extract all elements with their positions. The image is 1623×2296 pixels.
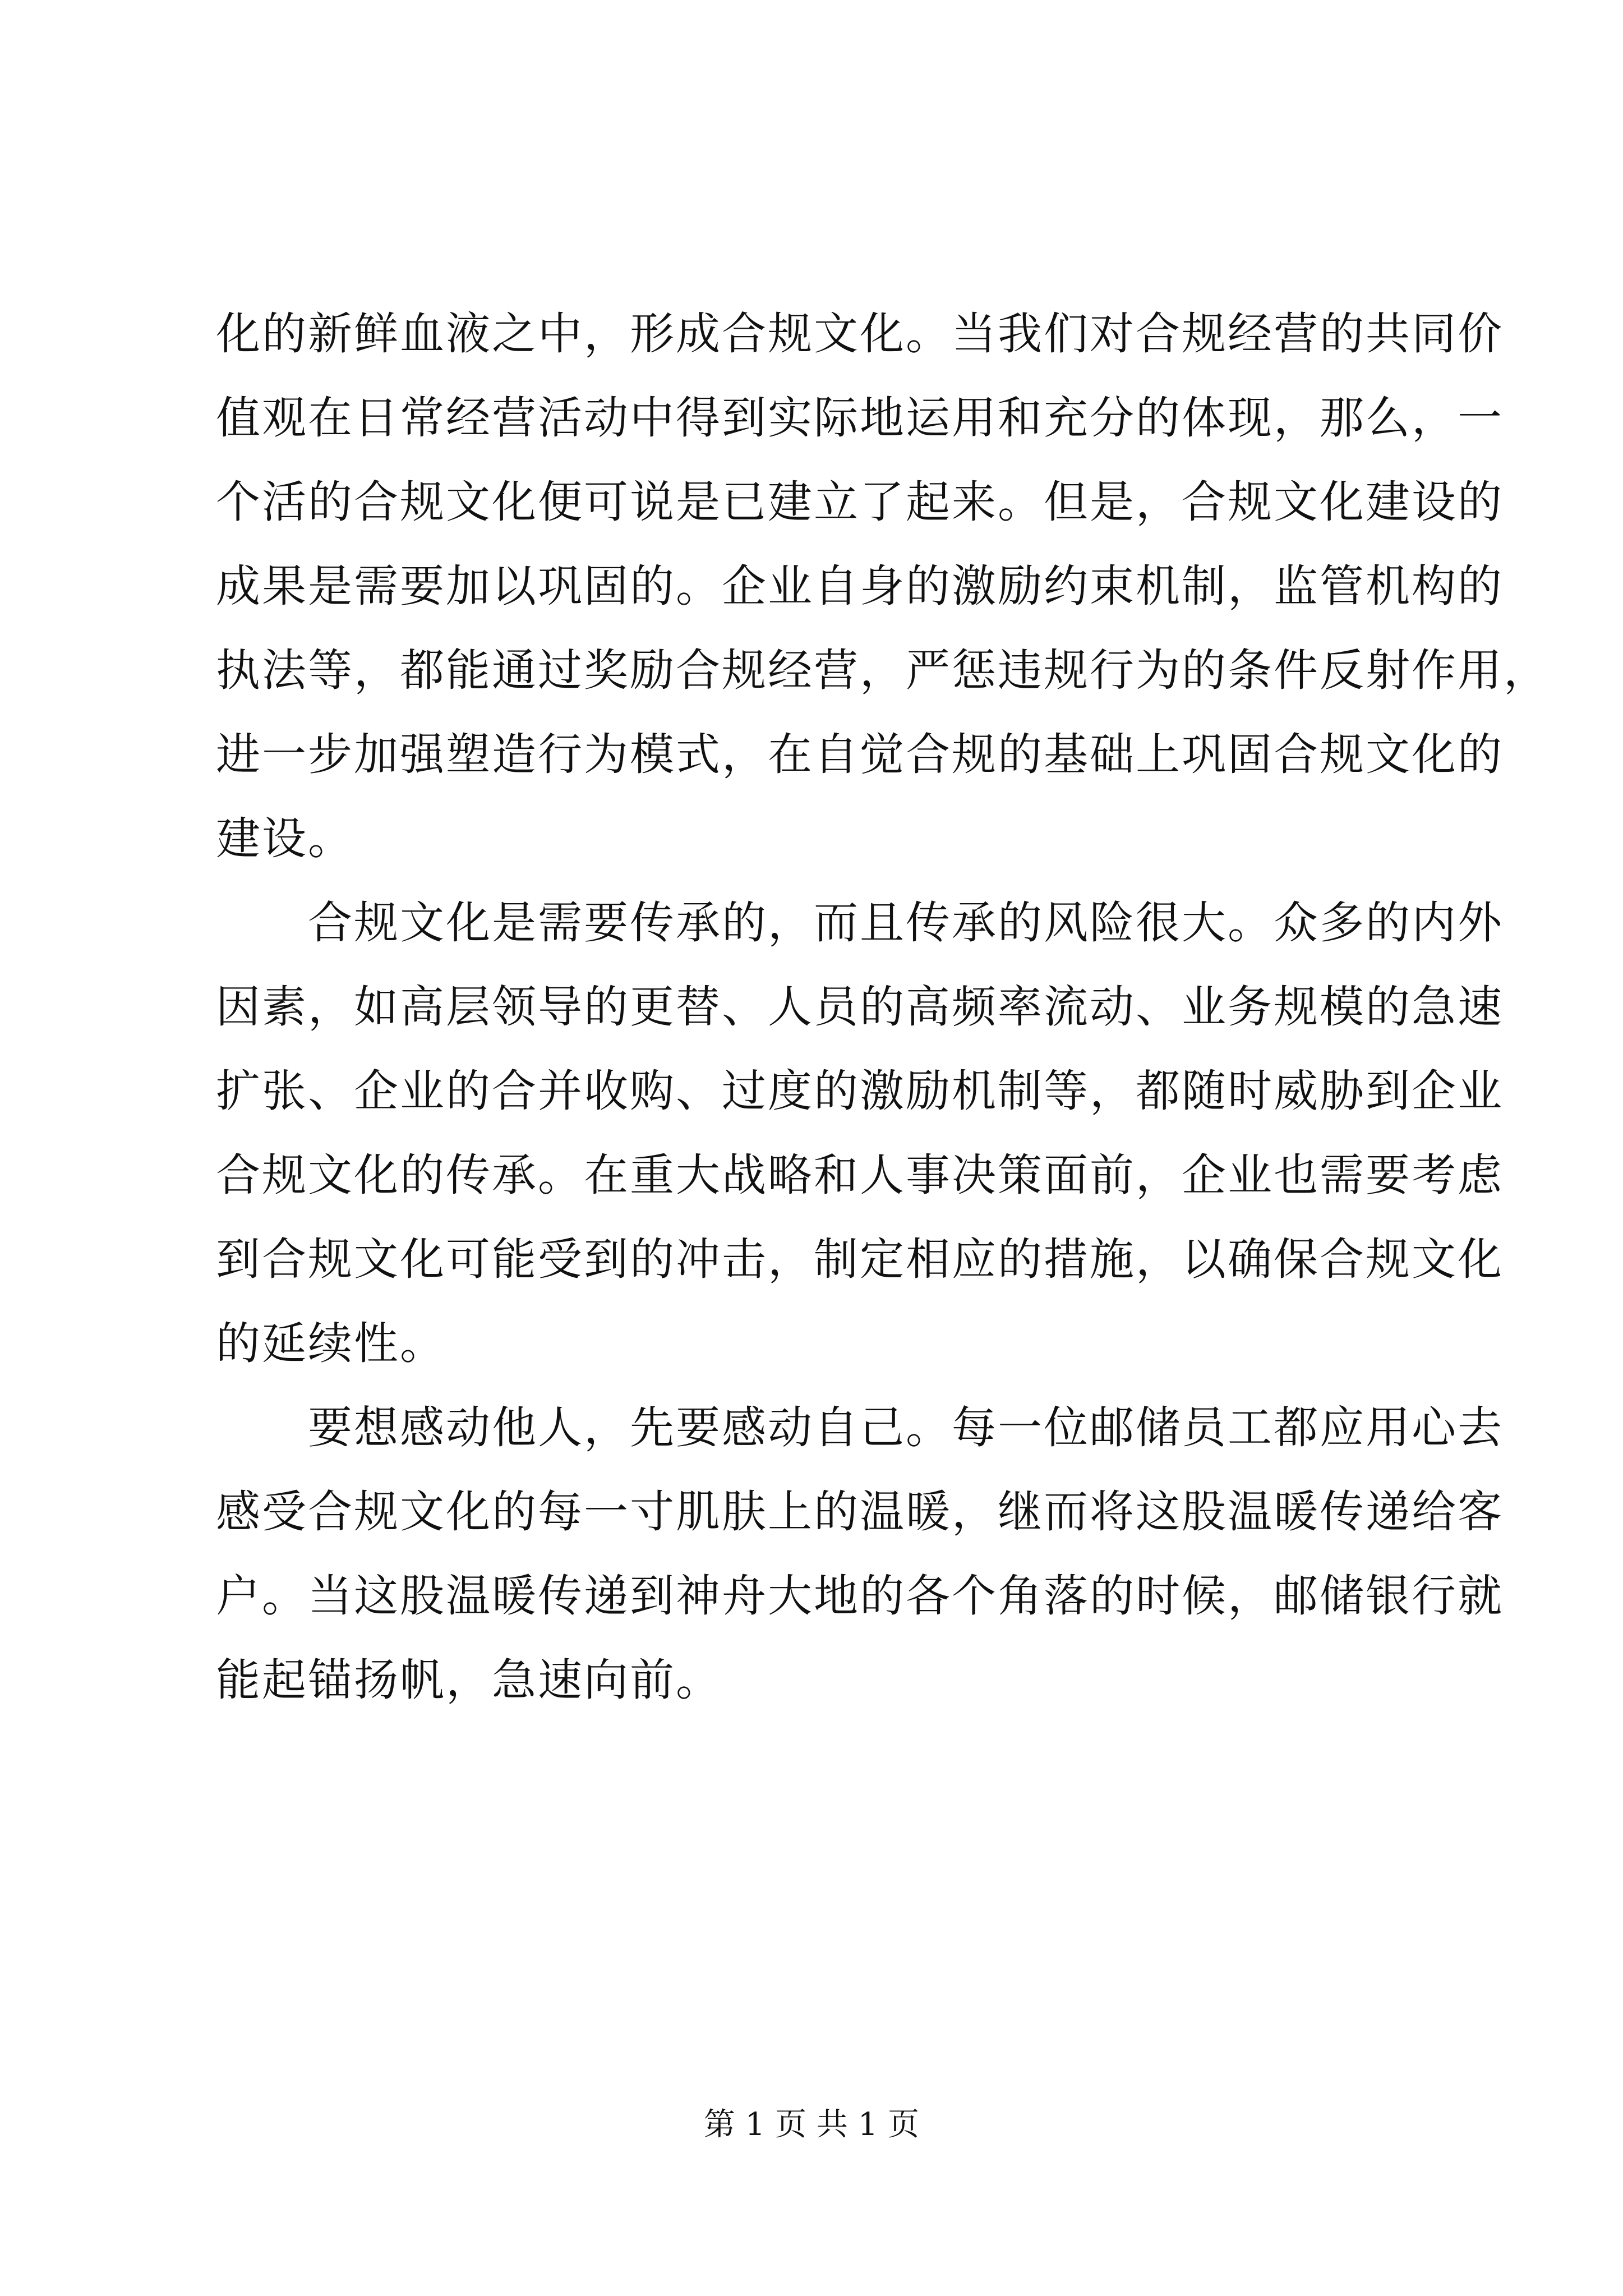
text-line: 个活的合规文化便可说是已建立了起来。但是，合规文化建设的 xyxy=(216,476,1504,528)
text-line: 执法等，都能通过奖励合规经营，严惩违规行为的条件反射作用， xyxy=(216,645,1550,696)
text-line: 合规文化的传承。在重大战略和人事决策面前，企业也需要考虑 xyxy=(216,1149,1504,1201)
text-line: 到合规文化可能受到的冲击，制定相应的措施，以确保合规文化 xyxy=(216,1234,1504,1285)
paragraph-3 xyxy=(216,1386,1504,1722)
text-line: 要想感动他人，先要感动自己。每一位邮储员工都应用心去 xyxy=(216,1402,1504,1453)
text-line: 感受合规文化的每一寸肌肤上的温暖，继而将这股温暖传递给客 xyxy=(216,1486,1504,1538)
page-footer: 第 1 页 共 1 页 xyxy=(703,2106,920,2143)
paragraph-1 xyxy=(216,292,1550,881)
text-line: 建设。 xyxy=(216,813,354,864)
text-line: 能起锚扬帆，急速向前。 xyxy=(216,1654,722,1706)
text-line: 扩张、企业的合并收购、过度的激励机制等，都随时威胁到企业 xyxy=(216,1065,1504,1117)
text-line: 户。当这股温暖传递到神舟大地的各个角落的时候，邮储银行就 xyxy=(216,1570,1504,1622)
paragraph-2 xyxy=(216,881,1504,1386)
text-line: 进一步加强塑造行为模式，在自觉合规的基础上巩固合规文化的 xyxy=(216,729,1504,780)
document-body xyxy=(216,292,1550,1722)
text-line: 的延续性。 xyxy=(216,1318,446,1369)
text-line: 化的新鲜血液之中，形成合规文化。当我们对合规经营的共同价 xyxy=(216,308,1504,360)
text-line: 成果是需要加以巩固的。企业自身的激励约束机制，监管机构的 xyxy=(216,560,1504,612)
text-line: 值观在日常经营活动中得到实际地运用和充分的体现，那么，一 xyxy=(216,392,1504,444)
text-line: 因素，如高层领导的更替、人员的高频率流动、业务规模的急速 xyxy=(216,981,1504,1033)
text-line: 合规文化是需要传承的，而且传承的风险很大。众多的内外 xyxy=(216,897,1504,949)
